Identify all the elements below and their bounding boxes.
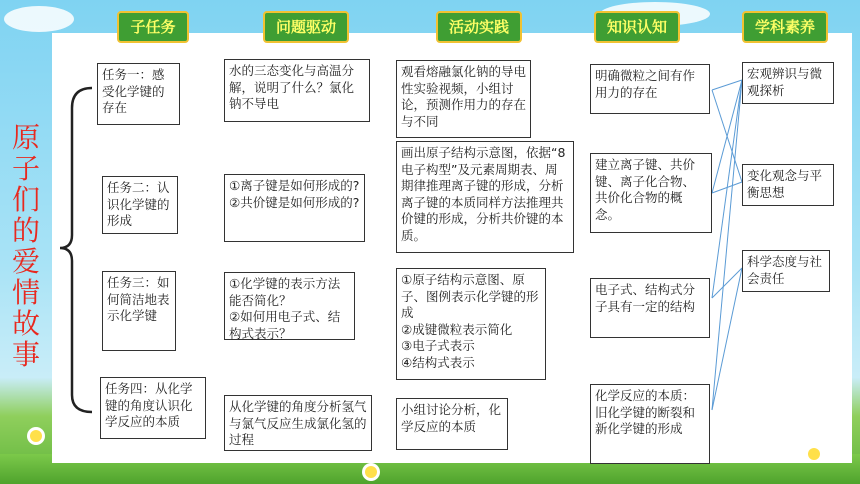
header-question-driven: 问题驱动 — [263, 11, 349, 43]
question-box-1: 水的三态变化与高温分解，说明了什么？氯化钠不导电 — [224, 59, 370, 122]
task-box-1: 任务一：感受化学键的存在 — [97, 63, 180, 125]
task-box-2: 任务二：认识化学键的形成 — [102, 176, 178, 234]
knowledge-box-1: 明确微粒之间有作用力的存在 — [590, 64, 710, 114]
knowledge-box-3: 电子式、结构式分子具有一定的结构 — [590, 278, 710, 338]
left-brace — [60, 88, 92, 412]
question-box-3: ①化学键的表示方法能否简化？ ②如何用电子式、结构式表示？ — [224, 272, 355, 340]
question-box-2: ①离子键是如何形成的? ②共价键是如何形成的? — [224, 174, 365, 242]
header-literacy: 学科素养 — [742, 11, 828, 43]
activity-box-3: ①原子结构示意图、原子、图例表示化学键的形成 ②成键微粒表示简化 ③电子式表示 ④结构式表示 — [396, 268, 546, 380]
knowledge-box-2: 建立离子键、共价键、离子化合物、共价化合物的概念。 — [590, 153, 712, 233]
question-box-4: 从化学键的角度分析氢气与氯气反应生成氯化氢的过程 — [224, 395, 372, 451]
activity-box-4: 小组讨论分析，化学反应的本质 — [396, 398, 508, 450]
activity-box-2: 画出原子结构示意图，依据“8电子构型”及元素周期表、周期律推理离子键的形成，分析离子键的本质同样方法推理共价键的形成，分析共价键的本质。 — [396, 141, 574, 253]
vertical-title: 原子们的爱情故事 — [11, 121, 40, 371]
literacy-box-2: 变化观念与平衡思想 — [742, 164, 834, 206]
header-activity-practice: 活动实践 — [436, 11, 522, 43]
literacy-box-3: 科学态度与社会责任 — [742, 250, 830, 292]
literacy-box-1: 宏观辨识与微观探析 — [742, 62, 834, 104]
header-knowledge: 知识认知 — [594, 11, 680, 43]
task-box-3: 任务三：如何简洁地表示化学键 — [102, 271, 176, 351]
header-subtask: 子任务 — [117, 11, 189, 43]
task-box-4: 任务四：从化学键的角度认识化学反应的本质 — [100, 377, 206, 439]
knowledge-box-4: 化学反应的本质：旧化学键的断裂和新化学键的形成 — [590, 384, 710, 464]
activity-box-1: 观看熔融氯化钠的导电性实验视频，小组讨论，预测作用力的存在与不同 — [396, 60, 531, 138]
